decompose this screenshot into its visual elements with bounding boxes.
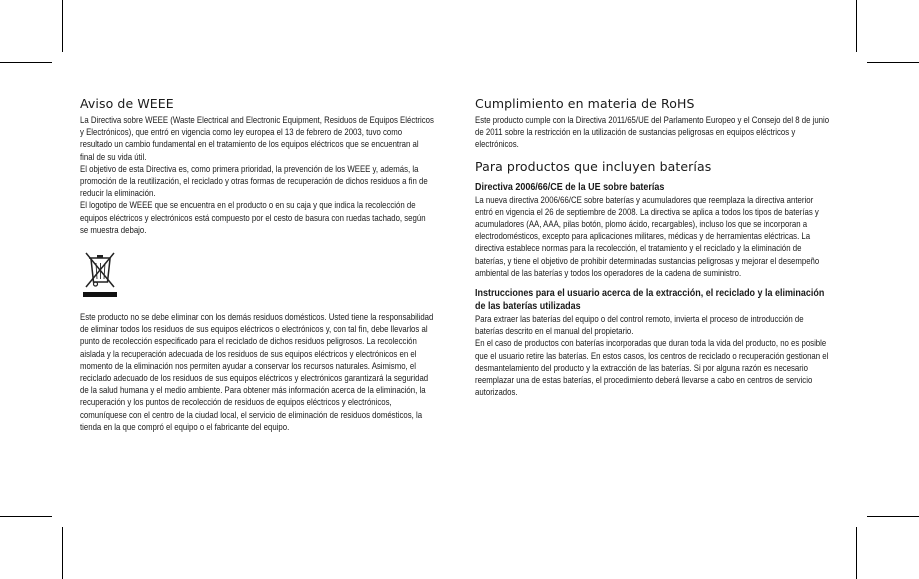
weee-section <box>80 96 435 433</box>
instructions-heading: Instrucciones para el usuario acerca de la extracción, el reciclado y la eliminación de las baterías utilizadas <box>475 288 825 313</box>
crop-mark <box>867 62 919 63</box>
crop-mark <box>856 0 857 52</box>
weee-paragraph-3: El logotipo de WEEE que se encuentra en el producto o en su caja y que indica la recolección de equipos eléctricos y electrónicos está compuesto por el cesto de basura con ruedas tachado, según se muestra debajo. <box>80 200 426 235</box>
rohs-title: Cumplimiento en materia de RoHS <box>475 96 695 111</box>
weee-paragraph-1: La Directiva sobre WEEE (Waste Electrical and Electronic Equipment, Residuos de Equipos Eléctricos y Electrónicos), que entró en vigencia como ley europea el 13 de febrero de 2003, tuvo como resultado un cambio fundamental en el tratamiento de los equipos eléctricos que se encuentran al final de su vida útil. <box>80 115 434 162</box>
battery-title: Para productos que incluyen baterías <box>475 158 712 174</box>
weee-paragraph-4: Este producto no se debe eliminar con los demás residuos domésticos. Usted tiene la responsabilidad de eliminar todos los residuos de sus equipos eléctricos o electrónicos y, con tal fin, debe llevarlos al punto de recolección especificado para el reciclado de dichos residuos peligrosos. La recolección aislada y la recuperación adecuada de los residuos de sus equipos eléctricos y electrónicos en el momento de la eliminación nos permiten ayudar a conservar los recursos naturales. Asimismo, el reciclado adecuado de los residuos de sus equipos eléctricos y electrónicos garantizará la seguridad de la salud humana y el medio ambiente. Para obtener más información acerca de la eliminación, la recuperación y los puntos de recolección de residuos de equipos eléctricos y electrónicos, comuníquese con el centro de la ciudad local, el servicio de eliminación de residuos domésticos, la tienda en la que compró el equipo o el fabricante del equipo. <box>80 312 434 432</box>
crossed-out-wheelie-bin-icon <box>80 249 120 299</box>
weee-paragraph-2: El objetivo de esta Directiva es, como primera prioridad, la prevención de los WEEE y, además, la promoción de la reutilización, el reciclado y otras formas de recuperación de dichos residuos a fin de reducir la eliminación. <box>80 163 428 199</box>
crop-mark <box>62 0 63 52</box>
compliance-section <box>475 96 830 398</box>
directive-paragraph: La nueva directiva 2006/66/CE sobre baterías y acumuladores que reemplaza la directiva anterior entró en vigencia el 26 de septiembre de 2008. La directiva se aplica a todos los tipos de baterías y acumuladores (AA, AAA, pilas botón, plomo ácido, recargables), incluso los que se incorporan a electrodomésticos, excepto para aplicaciones militares, médicas y de herramientas eléctricas. La directiva establece normas para la recolección, el tratamiento y el reciclado y la eliminación de baterías, y tiene el objetivo de prohibir determinadas sustancias peligrosas y mejorar el desempeño ambiental de las baterías y todos los operadores de la cadena de suministro. <box>475 194 820 278</box>
crop-mark <box>0 516 52 517</box>
rohs-paragraph: Este producto cumple con la Directiva 2011/65/UE del Parlamento Europeo y el Consejo del 8 de junio de 2011 sobre la restricción en la utilización de sustancias peligrosas en equipos eléctricos y electrónicos. <box>475 115 830 150</box>
instructions-paragraph-1: Para extraer las baterías del equipo o del control remoto, invierta el proceso de introducción de baterías descrito en el manual del propietario. <box>475 314 804 337</box>
crop-mark <box>856 527 857 579</box>
directive-heading: Directiva 2006/66/CE de la UE sobre baterías <box>475 181 665 193</box>
instructions-paragraph-2: En el caso de productos con baterías incorporadas que duran toda la vida del producto, no es posible que el usuario retire las baterías. En estos casos, los centros de reciclado o recuperación gestionan el desmantelamiento del producto y la extracción de las baterías. Si por alguna razón es necesario reemplazar una de estas baterías, el procedimiento deberá llevarse a cabo en centros de servicio autorizados. <box>475 338 829 398</box>
crop-mark <box>62 527 63 579</box>
weee-title: Aviso de WEEE <box>80 96 174 111</box>
crop-mark <box>0 62 52 63</box>
crop-mark <box>867 516 919 517</box>
